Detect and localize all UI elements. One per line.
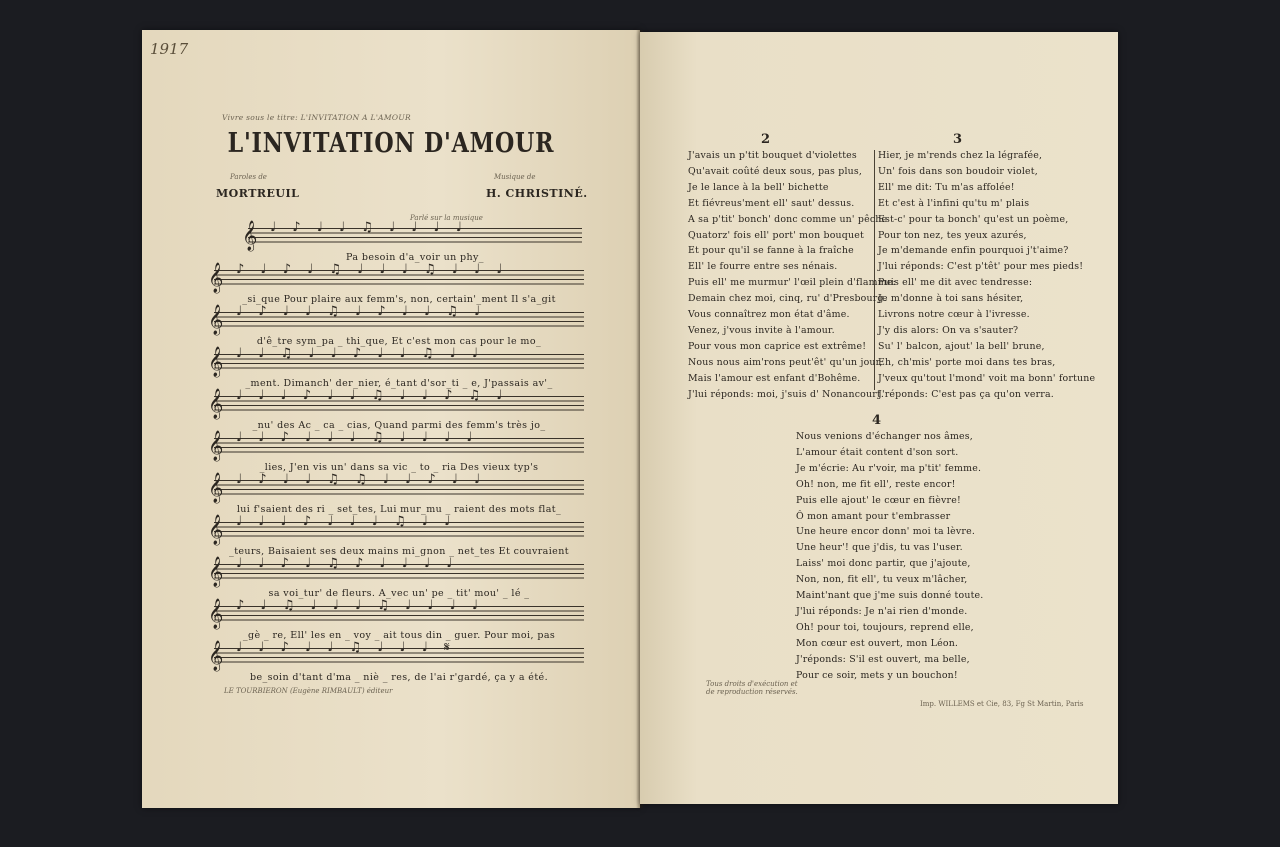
verse-line: Vous connaîtrez mon état d'âme. [688, 309, 850, 321]
verse-line: J'réponds: S'il est ouvert, ma belle, [796, 653, 970, 665]
staff-notes: ♩ ♩ ♪ ♩ ♩ ♩ ♫ ♩ ♩ ♩ ♩ [236, 430, 479, 445]
music-staff [208, 304, 584, 347]
verse-line: Laiss' moi donc partir, que j'ajoute, [796, 558, 971, 570]
lyric-line: _lies, J'en vis un' dans sa vic _ to _ ria Des vieux typ's [259, 462, 539, 473]
staff-notes: ♩ ♪ ♩ ♩ ♫ ♩ ♩ ♩ ♩ [270, 220, 468, 235]
treble-clef-icon: 𝄞 [208, 557, 224, 587]
music-staff [208, 640, 584, 683]
music-staff [208, 514, 584, 557]
rights-line: de reproduction réservés. [706, 688, 798, 696]
verse-line: Mais l'amour est enfant d'Bohême. [688, 372, 861, 384]
verse-line: Je m'donne à toi sans hésiter, [878, 293, 1024, 305]
lyric-line: d'ê_tre sym_pa _ thi_que, Et c'est mon cas pour le mo_ [256, 336, 542, 347]
lyric-line: _nu' des Ac _ ca _ cias, Quand parmi des femm's très jo_ [252, 420, 546, 431]
verse-line: Nous nous aim'rons peut'êt' qu'un jour, [688, 356, 883, 368]
music-staff [208, 556, 584, 599]
composer-name: H. CHRISTINÉ. [486, 187, 588, 200]
music-staff [208, 262, 584, 305]
lyric-line: _gè _ re, Ell' les en _ voy _ ait tous din _ guer. Pour moi, pas [242, 630, 556, 641]
staff-notes: ♩ ♩ ♪ ♩ ♫ ♪ ♩ ♩ ♩ ♩ [236, 556, 459, 571]
verse-line: Une heur'! que j'dis, tu vas l'user. [796, 542, 963, 554]
lyric-line: _si_que Pour plaire aux femm's, non, certain'_ment Il s'a_git [242, 294, 556, 305]
treble-clef-icon: 𝄞 [242, 221, 258, 251]
verse-line: Maint'nant que j'me suis donné toute. [796, 590, 984, 602]
verse-4 [796, 429, 983, 684]
verse-line: Qu'avait coûté deux sous, pas plus, [688, 165, 863, 177]
verse-line: Mon cœur est ouvert, mon Léon. [796, 637, 959, 649]
verse-number: 3 [953, 132, 963, 147]
staff-notes: ♪ ♩ ♪ ♩ ♫ ♩ ♩ ♩ ♫ ♩ ♩ ♩ [236, 262, 509, 277]
verse-line: Je le lance à la bell' bichette [688, 181, 829, 193]
verse-line: Pour ce soir, mets y un bouchon! [796, 669, 958, 681]
verse-line: Un' fois dans son boudoir violet, [878, 165, 1038, 177]
verse-line: Su' l' balcon, ajout' la bell' brune, [878, 340, 1045, 352]
treble-clef-icon: 𝄞 [208, 599, 224, 629]
verse-line: Ell' le fourre entre ses nénais. [688, 261, 838, 273]
verse-line: Puis elle ajout' le cœur en fièvre! [796, 494, 961, 506]
lyric-line: Pa besoin d'a_voir un phy_ [346, 252, 484, 263]
treble-clef-icon: 𝄞 [208, 389, 224, 419]
verse-line: J'avais un p'tit bouquet d'violettes [688, 150, 857, 161]
verse-line: Oh! pour toi, toujours, reprend elle, [796, 621, 974, 633]
music-staff [208, 388, 584, 431]
verse-3 [878, 148, 1096, 403]
lyric-line: _teurs, Baisaient ses deux mains mi_gnon _ net_tes Et couvraient [229, 546, 569, 557]
music-staff [208, 472, 584, 515]
verse-line: Je m'demande enfin pourquoi j't'aime? [878, 245, 1069, 257]
verse-number: 2 [761, 132, 771, 147]
left-page [142, 30, 640, 808]
staff-notes: ♪ ♩ ♫ ♩ ♩ ♩ ♫ ♩ ♩ ♩ ♩ [236, 598, 484, 613]
verse-line: Demain chez moi, cinq, ru' d'Presbourg. [688, 293, 887, 305]
lyric-line: be_soin d'tant d'ma _ niè _ res, de l'ai r'gardé, ça y a été. [250, 672, 548, 683]
verse-line: Non, non, fit ell', tu veux m'lâcher, [796, 574, 968, 586]
verse-line: Pour vous mon caprice est extrême! [688, 340, 867, 352]
verse-line: J'lui réponds: moi, j'suis d' Nonancourt. [688, 388, 885, 400]
composer-label: Musique de [494, 173, 536, 181]
verse-line: Livrons notre cœur à l'ivresse. [878, 309, 1030, 321]
staff-notes: ♩ ♪ ♩ ♩ ♫ ♫ ♩ ♩ ♪ ♩ ♩ [236, 472, 487, 487]
music-staff [208, 598, 584, 641]
verse-line: Pour ton nez, tes yeux azurés, [878, 229, 1027, 241]
verse-line: Ell' me dit: Tu m'as affolée! [878, 181, 1015, 193]
verse-line: Une heure encor donn' moi ta lèvre. [796, 526, 976, 538]
staff-notes: ♩ ♩ ♪ ♩ ♩ ♫ ♩ ♩ ♩ 𝄋 [236, 640, 456, 655]
right-page [640, 32, 1118, 804]
staff-notes: ♩ ♩ ♩ ♪ ♩ ♩ ♩ ♫ ♩ ♩ [236, 514, 457, 529]
staff-notes: ♩ ♩ ♩ ♪ ♩ ♩ ♫ ♩ ♩ ♪ ♫ ♩ [236, 388, 509, 403]
verse-line: Venez, j'vous invite à l'amour. [688, 324, 835, 336]
treble-clef-icon: 𝄞 [208, 515, 224, 545]
verse-line: J'veux qu'tout l'mond' voit ma bonn' fortune [878, 372, 1096, 384]
verse-line: J'lui réponds: C'est p'têt' pour mes pieds! [878, 261, 1084, 273]
verse-line: Je m'écrie: Au r'voir, ma p'tit' femme. [796, 462, 982, 474]
treble-clef-icon: 𝄞 [208, 641, 224, 671]
verse-line: Eh, ch'mis' porte moi dans tes bras, [878, 356, 1056, 368]
corner-note: 1917 [150, 40, 189, 58]
verse-number: 4 [872, 413, 882, 428]
lyricist-label: Paroles de [230, 173, 267, 181]
lyric-line: _ment. Dimanch' der_nier, é_tant d'sor_ti _ e, J'passais av'_ [245, 378, 553, 389]
verse-line: Et fiévreus'ment ell' saut' dessus. [688, 197, 855, 209]
verse-line: Quatorz' fois ell' port' mon bouquet [688, 229, 864, 241]
verse-line: J'y dis alors: On va s'sauter? [878, 324, 1019, 336]
verse-line: Puis ell' me murmur' l'œil plein d'flamme: [688, 277, 896, 289]
verse-line: J'lui réponds: Je n'ai rien d'monde. [796, 605, 968, 617]
song-title: L'INVITATION D'AMOUR [227, 128, 555, 159]
treble-clef-icon: 𝄞 [208, 431, 224, 461]
treble-clef-icon: 𝄞 [208, 263, 224, 293]
verse-line: Est-c' pour ta bonch' qu'est un poème, [878, 213, 1069, 225]
treble-clef-icon: 𝄞 [208, 473, 224, 503]
verse-line: Hier, je m'rends chez la légrafée, [878, 150, 1043, 161]
verse-2 [688, 148, 896, 403]
music-staff [242, 220, 582, 263]
staff-notes: ♩ ♩ ♫ ♩ ♩ ♪ ♩ ♩ ♫ ♩ ♩ [236, 346, 484, 361]
verse-line: Et c'est à l'infini qu'tu m' plais [878, 197, 1030, 209]
lyric-line: lui f'saient des ri _ set_tes, Lui mur_mu _ raient des mots flat_ [236, 504, 562, 515]
verse-line: A sa p'tit' bonch' donc comme un' pêche [688, 213, 888, 225]
tempo-marking: Parlé sur la musique [410, 214, 483, 222]
verse-line: Et pour qu'il se fanne à la fraîche [688, 245, 854, 257]
treble-clef-icon: 𝄞 [208, 347, 224, 377]
verse-line: J'réponds: C'est pas ça qu'on verra. [878, 388, 1054, 400]
music-staff [208, 346, 584, 389]
verse-line: Oh! non, me fit ell', reste encor! [796, 478, 956, 490]
rights-line: Tous droits d'exécution et [706, 680, 798, 688]
verse-line: L'amour était content d'son sort. [796, 446, 959, 458]
printer-credit: Imp. WILLEMS et Cie, 83, Fg St Martin, Paris [920, 700, 1084, 708]
staff-notes: ♩ ♪ ♩ ♩ ♫ ♩ ♪ ♩ ♩ ♫ ♩ [236, 304, 487, 319]
lyric-line: sa voi_tur' de fleurs. A_vec un' pe _ tit' mou' _ lé _ [268, 588, 530, 599]
air-note: Vivre sous le titre: L'INVITATION A L'AMOUR [222, 113, 411, 122]
music-staff [208, 430, 584, 473]
verse-line: Ô mon amant pour t'embrasser [796, 510, 951, 522]
lyricist-name: MORTREUIL [216, 187, 300, 200]
treble-clef-icon: 𝄞 [208, 305, 224, 335]
verse-line: Nous venions d'échanger nos âmes, [796, 431, 973, 442]
rights-notice [706, 680, 798, 696]
verse-line: Puis ell' me dit avec tendresse: [878, 277, 1033, 289]
publisher-footer: LE TOURBIERON (Eugène RIMBAULT) éditeur [224, 687, 393, 695]
